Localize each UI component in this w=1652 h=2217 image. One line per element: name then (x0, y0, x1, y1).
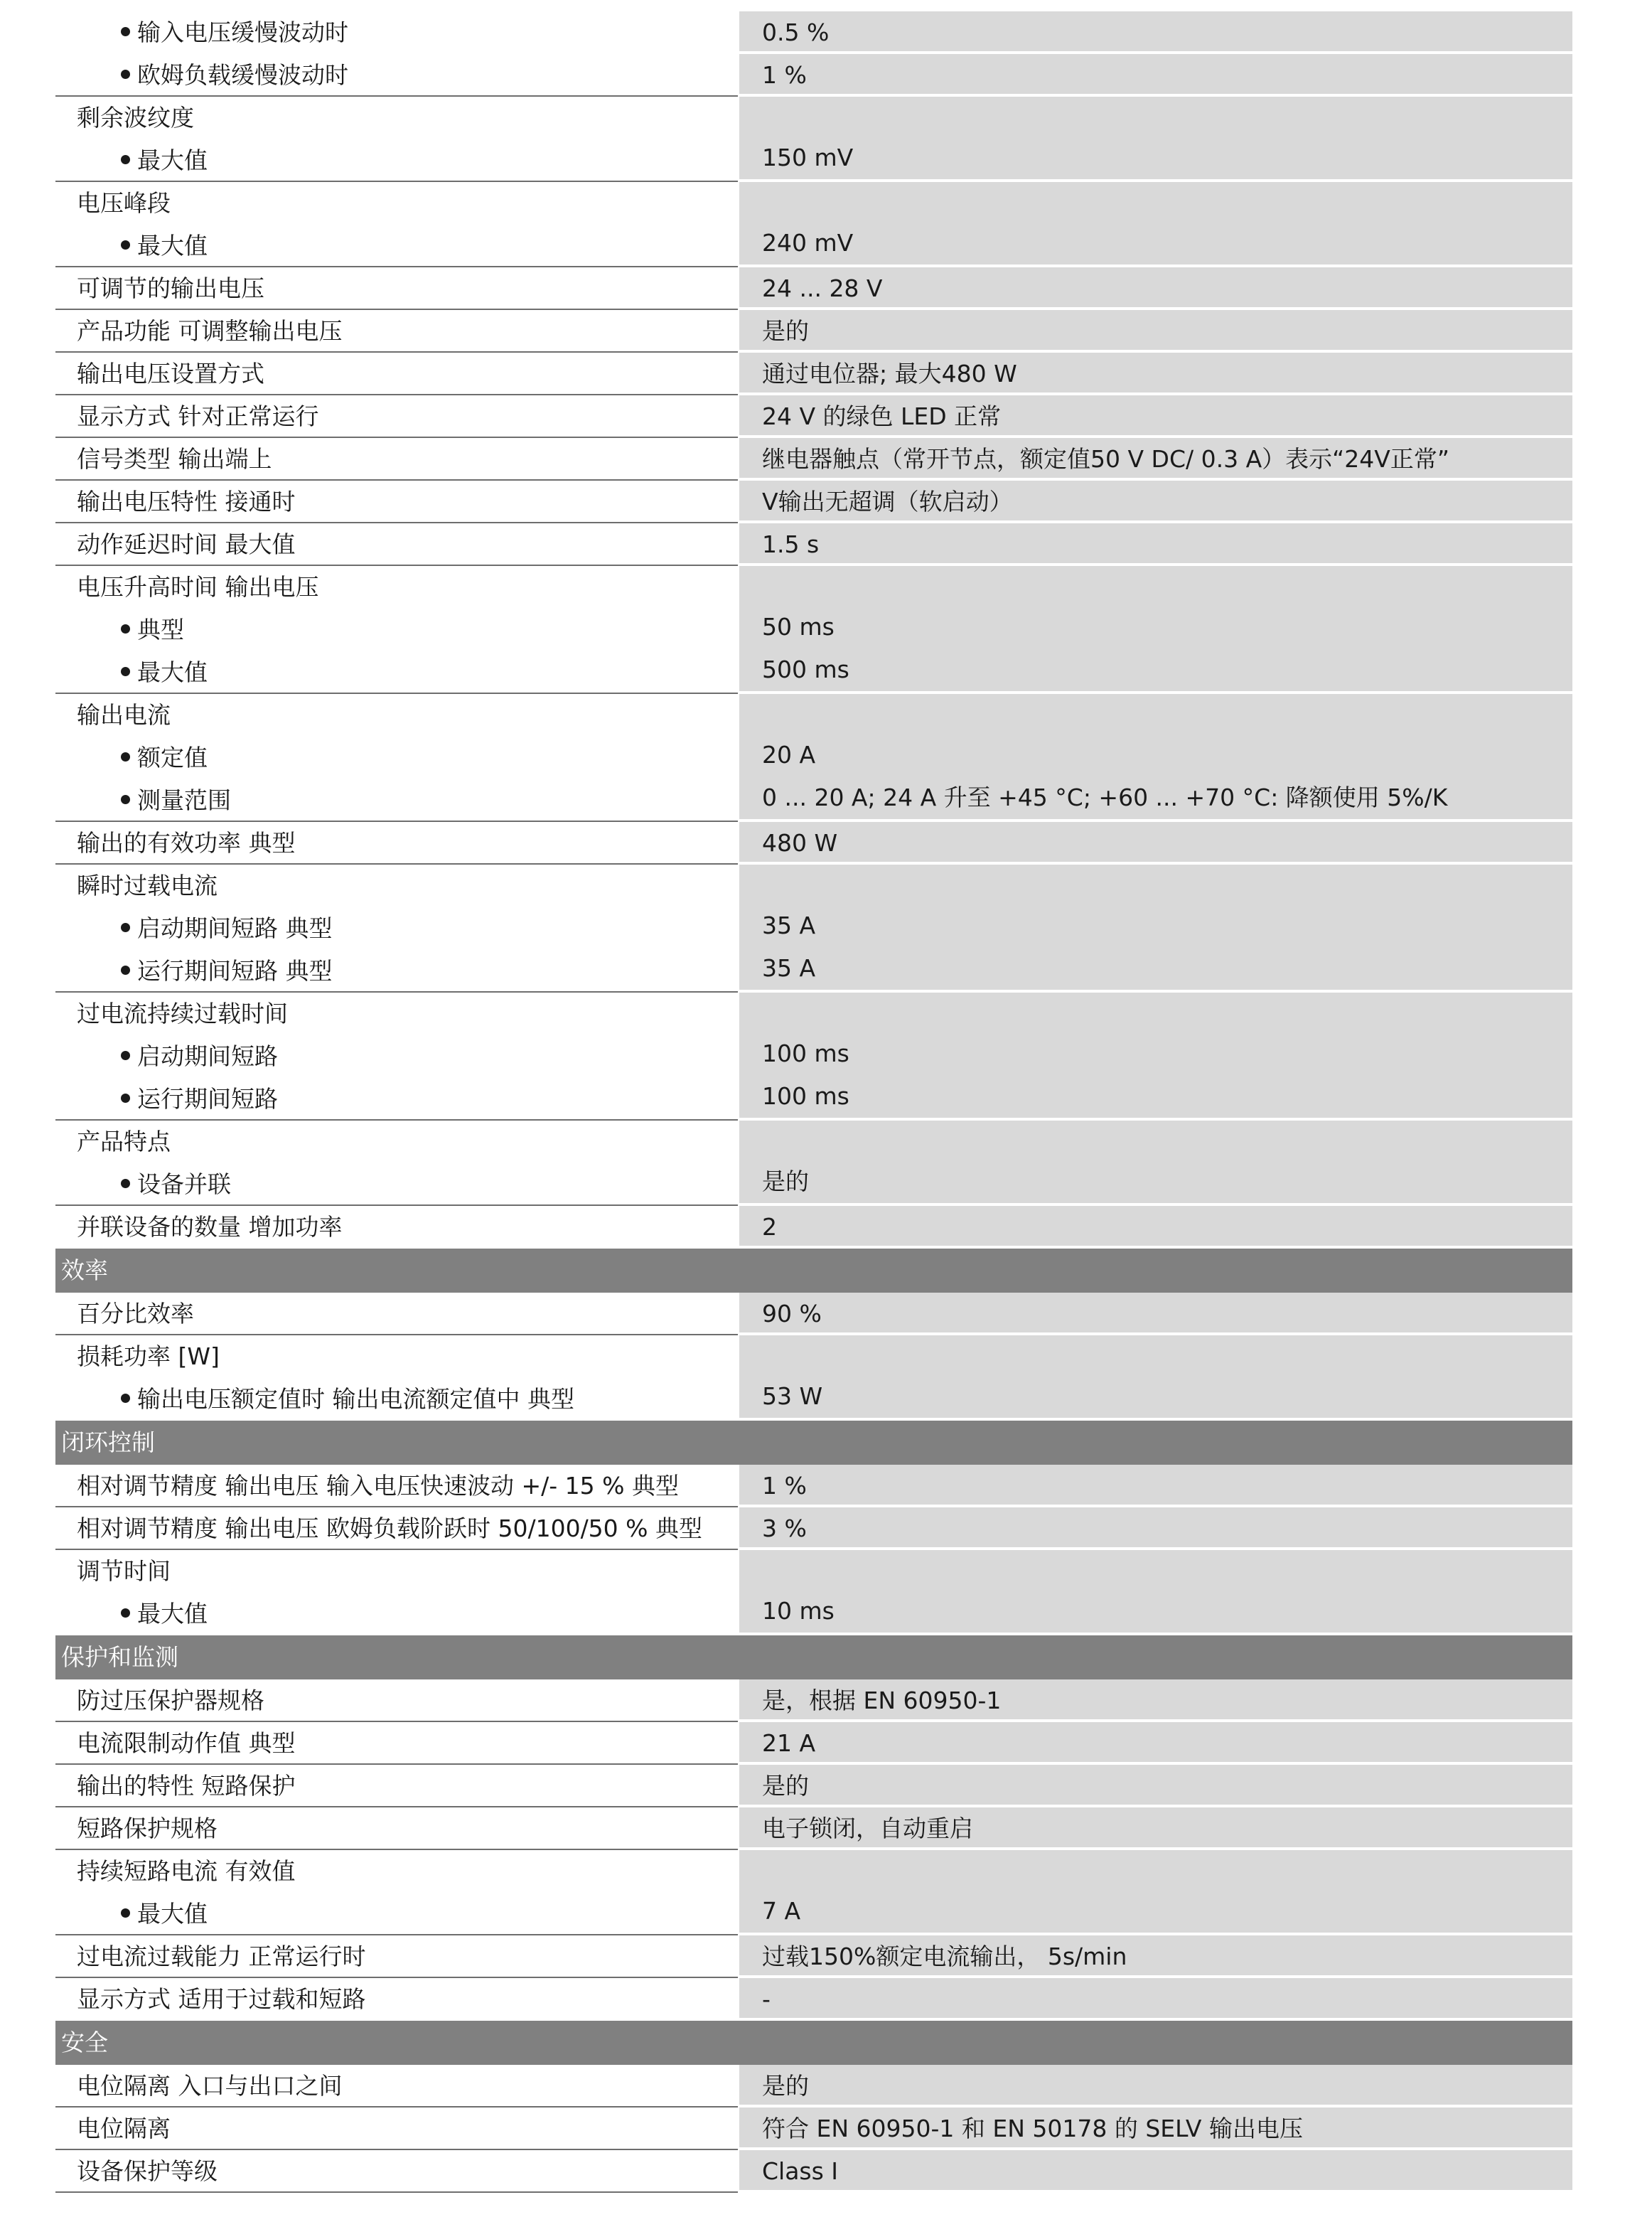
spec-value-text (739, 993, 1572, 1032)
spec-label-text: 产品功能 可调整输出电压 (77, 317, 343, 345)
spec-value (739, 267, 1572, 310)
spec-sublabel-text: 输出电压额定值时 输出电流额定值中 典型 (137, 1385, 574, 1413)
spec-label-text: 持续短路电流 有效值 (77, 1857, 296, 1885)
spec-row (55, 566, 1572, 694)
spec-row (55, 822, 1572, 865)
spec-label-text: 输出电压设置方式 (77, 360, 264, 388)
spec-value-text: 电子锁闭，自动重启 (762, 1815, 973, 1842)
spec-value-text: 100 ms (762, 1082, 849, 1110)
spec-sublabel-text: 最大值 (137, 658, 208, 686)
spec-label-text: 电压峰段 (77, 189, 171, 217)
spec-value-text: 21 A (762, 1729, 816, 1757)
spec-sublabel-text: 最大值 (137, 1900, 208, 1928)
spec-label (55, 523, 738, 566)
spec-value-text: 50 ms (762, 613, 835, 641)
spec-row (55, 1121, 1572, 1206)
bullet-icon (121, 624, 130, 634)
spec-label (55, 1465, 738, 1507)
spec-row (55, 2065, 1572, 2108)
spec-label (55, 1679, 738, 1722)
spec-value-text: 0 ... 20 A; 24 A 升至 +45 °C; +60 ... +70 °C: 降额使用 5%/K (762, 784, 1448, 811)
spec-value-text: 480 W (762, 829, 838, 857)
spec-label-text: 相对调节精度 输出电压 输入电压快速波动 +/- 15 % 典型 (77, 1472, 679, 1500)
spec-value (739, 1807, 1572, 1850)
bullet-icon (121, 27, 130, 36)
spec-value-text: 1 % (762, 61, 807, 89)
spec-value-text: 35 A (762, 912, 816, 939)
spec-value (739, 310, 1572, 353)
spec-sublabel-text: 设备并联 (137, 1170, 231, 1198)
spec-value (739, 182, 1572, 267)
spec-value-text (739, 865, 1572, 904)
spec-label-text: 电位隔离 入口与出口之间 (77, 2072, 343, 2100)
spec-value-text: 0.5 % (762, 18, 830, 46)
spec-label-text: 相对调节精度 输出电压 欧姆负载阶跃时 50/100/50 % 典型 (77, 1514, 703, 1542)
spec-value-text (739, 1335, 1572, 1375)
spec-value-text: 是，根据 EN 60950-1 (762, 1687, 1002, 1714)
spec-value-text (739, 1850, 1572, 1890)
spec-value-text (739, 97, 1572, 137)
spec-label-text: 损耗功率 [W] (77, 1342, 220, 1370)
spec-sublabel-text: 运行期间短路 (137, 1085, 278, 1113)
section-header: 保护和监测 (55, 1635, 1572, 1679)
spec-row (55, 694, 1572, 822)
spec-row (55, 1935, 1572, 1978)
spec-label (55, 1935, 738, 1978)
spec-value (739, 1722, 1572, 1765)
spec-label (55, 182, 738, 267)
spec-label-text: 设备保护等级 (77, 2157, 218, 2185)
spec-sublabel-text: 欧姆负载缓慢波动时 (137, 61, 348, 89)
spec-label-text: 过电流持续过载时间 (77, 1000, 288, 1027)
spec-row (55, 1550, 1572, 1635)
spec-value (739, 481, 1572, 523)
spec-label (55, 694, 738, 822)
spec-row (55, 481, 1572, 523)
spec-label (55, 1850, 738, 1935)
spec-label (55, 865, 738, 993)
spec-value-text: V输出无超调（软启动） (762, 488, 1013, 515)
spec-value (739, 97, 1572, 182)
spec-label-text: 短路保护规格 (77, 1815, 218, 1842)
spec-value-text: 1.5 s (762, 530, 820, 558)
spec-value (739, 1465, 1572, 1507)
bullet-icon (121, 795, 130, 804)
spec-value (739, 566, 1572, 694)
bullet-icon (121, 752, 130, 762)
spec-value-text: 24 ... 28 V (762, 274, 883, 302)
spec-value (739, 2108, 1572, 2150)
spec-row (55, 395, 1572, 438)
spec-label-text: 输出电压特性 接通时 (77, 488, 296, 515)
spec-label (55, 1550, 738, 1635)
spec-label (55, 822, 738, 865)
spec-value (739, 1121, 1572, 1206)
spec-row (55, 2108, 1572, 2150)
spec-row (55, 11, 1572, 54)
spec-row (55, 54, 1572, 97)
spec-value-text: 35 A (762, 954, 816, 982)
spec-value-text: 500 ms (762, 656, 849, 683)
spec-row (55, 1507, 1572, 1550)
spec-value (739, 395, 1572, 438)
spec-label-text: 输出的有效功率 典型 (77, 829, 296, 857)
bullet-icon (121, 70, 130, 79)
spec-label-text: 剩余波纹度 (77, 104, 194, 132)
spec-value-text: 符合 EN 60950-1 和 EN 50178 的 SELV 输出电压 (762, 2115, 1303, 2142)
spec-value-text: 90 % (762, 1300, 822, 1327)
spec-label (55, 1206, 738, 1249)
spec-value-text: 100 ms (762, 1040, 849, 1067)
spec-value-text: 是的 (762, 1168, 809, 1195)
spec-row (55, 1465, 1572, 1507)
spec-label-text: 过电流过载能力 正常运行时 (77, 1943, 366, 1970)
spec-label (55, 54, 738, 97)
spec-value (739, 1765, 1572, 1807)
spec-value (739, 1850, 1572, 1935)
bullet-icon (121, 1394, 130, 1403)
spec-row (55, 1293, 1572, 1335)
spec-label-text: 显示方式 针对正常运行 (77, 402, 319, 430)
spec-label-text: 显示方式 适用于过载和短路 (77, 1985, 366, 2013)
bullet-icon (121, 1051, 130, 1060)
spec-label-text: 可调节的输出电压 (77, 274, 264, 302)
spec-value-text: 是的 (762, 1772, 809, 1800)
spec-sublabel-text: 最大值 (137, 232, 208, 260)
spec-row (55, 1807, 1572, 1850)
spec-value (739, 353, 1572, 395)
spec-value-text: 7 A (762, 1897, 801, 1925)
spec-value-text: 3 % (762, 1514, 807, 1542)
spec-row (55, 1679, 1572, 1722)
spec-label-text: 防过压保护器规格 (77, 1687, 264, 1714)
spec-row (55, 1722, 1572, 1765)
spec-label (55, 11, 738, 54)
spec-row (55, 1765, 1572, 1807)
bullet-icon (121, 1094, 130, 1103)
spec-value-text: 过载150%额定电流输出， 5s/min (762, 1943, 1127, 1970)
bullet-icon (121, 966, 130, 975)
spec-value-text: 2 (762, 1213, 777, 1241)
spec-label-text: 电压升高时间 输出电压 (77, 573, 319, 601)
spec-value-text: 通过电位器; 最大480 W (762, 360, 1017, 388)
spec-label (55, 1765, 738, 1807)
spec-row (55, 1206, 1572, 1249)
bullet-icon (121, 240, 130, 250)
spec-label (55, 1722, 738, 1765)
spec-label (55, 2150, 738, 2193)
spec-value-text: 是的 (762, 2072, 809, 2100)
bullet-icon (121, 1179, 130, 1188)
spec-label-text: 动作延迟时间 最大值 (77, 530, 296, 558)
bullet-icon (121, 923, 130, 932)
bullet-icon (121, 1608, 130, 1618)
bullet-icon (121, 155, 130, 164)
spec-sublabel-text: 运行期间短路 典型 (137, 957, 333, 985)
spec-label (55, 267, 738, 310)
spec-sublabel-text: 最大值 (137, 1600, 208, 1628)
spec-row (55, 2150, 1572, 2193)
spec-label (55, 1335, 738, 1421)
spec-row (55, 438, 1572, 481)
spec-value-text: 1 % (762, 1472, 807, 1500)
spec-value (739, 2150, 1572, 2193)
spec-table (55, 11, 1572, 2193)
spec-label (55, 1807, 738, 1850)
spec-value (739, 1978, 1572, 2021)
spec-row (55, 1978, 1572, 2021)
spec-row (55, 97, 1572, 182)
spec-value (739, 822, 1572, 865)
spec-value-text (739, 1550, 1572, 1590)
spec-value-text: 150 mV (762, 144, 854, 171)
spec-row (55, 1335, 1572, 1421)
spec-value-text: 53 W (762, 1382, 823, 1410)
bullet-icon (121, 667, 130, 676)
spec-value-text: 20 A (762, 741, 816, 769)
spec-label-text: 输出的特性 短路保护 (77, 1772, 296, 1800)
spec-row (55, 267, 1572, 310)
spec-value (739, 993, 1572, 1121)
spec-label-text: 电位隔离 (77, 2115, 171, 2142)
spec-value (739, 11, 1572, 54)
spec-sublabel-text: 输入电压缓慢波动时 (137, 18, 348, 46)
spec-sublabel-text: 启动期间短路 典型 (137, 914, 333, 942)
spec-value (739, 1206, 1572, 1249)
section-header: 效率 (55, 1249, 1572, 1293)
spec-label-text: 电流限制动作值 典型 (77, 1729, 296, 1757)
spec-label (55, 97, 738, 182)
spec-value (739, 1550, 1572, 1635)
spec-sublabel-text: 测量范围 (137, 786, 231, 814)
spec-value (739, 1335, 1572, 1421)
spec-value (739, 694, 1572, 822)
spec-value (739, 2065, 1572, 2108)
spec-value-text (739, 566, 1572, 606)
spec-sublabel-text: 典型 (137, 616, 184, 643)
spec-label (55, 1978, 738, 2021)
spec-row (55, 310, 1572, 353)
spec-label (55, 353, 738, 395)
spec-row (55, 182, 1572, 267)
spec-row (55, 353, 1572, 395)
spec-value (739, 54, 1572, 97)
spec-value (739, 865, 1572, 993)
spec-sublabel-text: 最大值 (137, 146, 208, 174)
spec-label (55, 1293, 738, 1335)
spec-label-text: 输出电流 (77, 701, 171, 729)
spec-value-text: Class I (762, 2157, 839, 2185)
spec-value-text: 10 ms (762, 1597, 835, 1625)
bullet-icon (121, 1908, 130, 1918)
spec-value-text: 240 mV (762, 229, 854, 257)
spec-row (55, 523, 1572, 566)
spec-value-text (739, 694, 1572, 734)
spec-label (55, 1507, 738, 1550)
spec-label (55, 566, 738, 694)
spec-label (55, 993, 738, 1121)
spec-label-text: 调节时间 (77, 1557, 171, 1585)
spec-value (739, 438, 1572, 481)
spec-value-text: 24 V 的绿色 LED 正常 (762, 402, 1002, 430)
spec-label (55, 2108, 738, 2150)
spec-value (739, 1935, 1572, 1978)
spec-label-text: 产品特点 (77, 1128, 171, 1155)
spec-value (739, 1293, 1572, 1335)
spec-label-text: 百分比效率 (77, 1300, 194, 1327)
spec-label (55, 481, 738, 523)
spec-value-text (739, 1121, 1572, 1160)
spec-label-text: 信号类型 输出端上 (77, 445, 272, 473)
section-header: 安全 (55, 2021, 1572, 2065)
spec-label (55, 438, 738, 481)
spec-label (55, 310, 738, 353)
spec-label (55, 1121, 738, 1206)
spec-value-text (739, 182, 1572, 222)
section-header: 闭环控制 (55, 1421, 1572, 1465)
spec-value (739, 1679, 1572, 1722)
spec-row (55, 993, 1572, 1121)
spec-value (739, 523, 1572, 566)
spec-value (739, 1507, 1572, 1550)
spec-value-text: - (762, 1985, 771, 2013)
spec-label-text: 并联设备的数量 增加功率 (77, 1213, 343, 1241)
spec-value-text: 继电器触点（常开节点，额定值50 V DC/ 0.3 A）表示“24V正常” (762, 445, 1449, 473)
spec-label (55, 2065, 738, 2108)
spec-label (55, 395, 738, 438)
spec-value-text: 是的 (762, 317, 809, 345)
spec-sublabel-text: 额定值 (137, 744, 208, 771)
spec-sublabel-text: 启动期间短路 (137, 1042, 278, 1070)
spec-row (55, 865, 1572, 993)
spec-row (55, 1850, 1572, 1935)
spec-label-text: 瞬时过载电流 (77, 872, 218, 899)
